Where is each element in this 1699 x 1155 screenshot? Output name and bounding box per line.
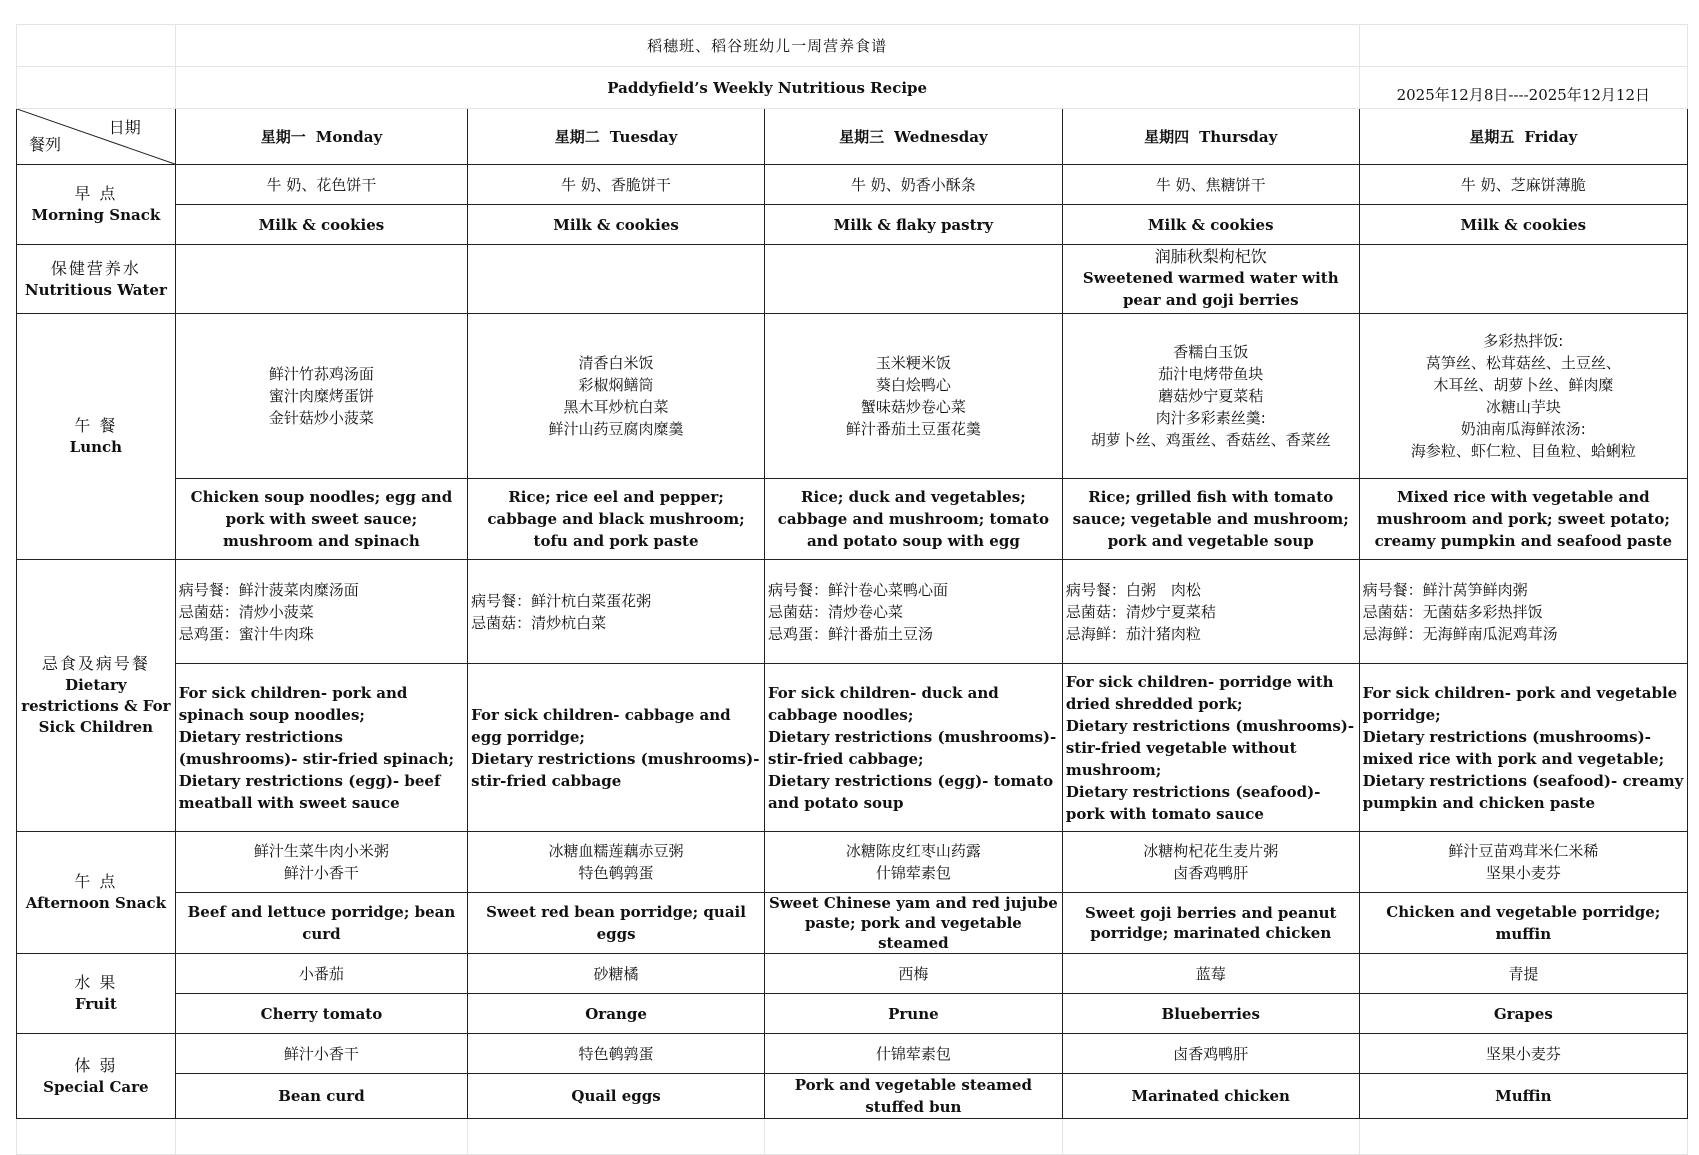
diet-cn-cell bbox=[1062, 560, 1359, 664]
dish: 葵白烩鸭心 bbox=[875, 376, 951, 394]
dish: 蘑菇炒宁夏菜秸 bbox=[1158, 387, 1264, 405]
meal-en: Afternoon Snack bbox=[25, 894, 166, 912]
lunch-cn-cell bbox=[175, 314, 467, 479]
morning-cn-cell: 牛 奶、焦糖饼干 bbox=[1062, 165, 1359, 205]
diet-cn-cell bbox=[1359, 560, 1687, 664]
corner-meal-label: 餐列 bbox=[29, 135, 62, 154]
diet-line: Dietary restrictions (mushrooms)- stir-fried cabbage; bbox=[767, 727, 1057, 768]
dish: 金针菇炒小菠菜 bbox=[268, 409, 374, 427]
meal-en: Special Care bbox=[43, 1077, 149, 1096]
dish: 香糯白玉饭 bbox=[1173, 343, 1249, 361]
diet-cn-cell bbox=[175, 560, 467, 664]
meal-en: Fruit bbox=[74, 995, 117, 1013]
diet-en-cell bbox=[1359, 664, 1687, 832]
lunch-en-cell: Chicken soup noodles; egg and pork with sweet sauce; mushroom and spinach bbox=[175, 479, 467, 560]
dish: 木耳丝、胡萝卜丝、鲜肉糜 bbox=[1433, 376, 1614, 394]
day-en: Friday bbox=[1524, 127, 1578, 146]
diet-line: 忌海鲜：无海鲜南瓜泥鸡茸汤 bbox=[1362, 624, 1558, 643]
diet-line: 忌菌菇：清炒小菠菜 bbox=[178, 602, 314, 621]
care-en-cell: Marinated chicken bbox=[1062, 1074, 1359, 1119]
diet-line: 病号餐：白粥 肉松 bbox=[1065, 580, 1201, 599]
dish: 鲜汁竹荪鸡汤面 bbox=[268, 365, 374, 383]
dish: 彩椒焖鳝筒 bbox=[578, 376, 654, 394]
afternoon-en-cell: Sweet goji berries and peanut porridge; marinated chicken bbox=[1062, 893, 1359, 954]
meal-label-lunch bbox=[17, 314, 176, 560]
day-header-thursday bbox=[1062, 109, 1359, 165]
diet-en-cell bbox=[1062, 664, 1359, 832]
care-en-cell: Muffin bbox=[1359, 1074, 1687, 1119]
day-cn: 星期四 bbox=[1144, 127, 1190, 146]
snack-line: 卤香鸡鸭肝 bbox=[1173, 864, 1249, 882]
dish: 鲜汁番茄土豆蛋花羹 bbox=[845, 420, 981, 438]
blank-cell bbox=[764, 1119, 1062, 1155]
diet-cn-cell bbox=[468, 560, 765, 664]
diet-line: 病号餐：鲜汁卷心菜鸭心面 bbox=[767, 580, 948, 599]
snack-line: 坚果小麦芬 bbox=[1485, 864, 1561, 882]
care-cn-cell: 鲜汁小香干 bbox=[175, 1034, 467, 1074]
diet-line: 忌菌菇：清炒杭白菜 bbox=[471, 613, 607, 632]
diet-line: Dietary restrictions (seafood)- pork with tomato sauce bbox=[1065, 782, 1321, 823]
snack-line: 鲜汁生菜牛肉小米粥 bbox=[253, 842, 389, 860]
afternoon-cn-cell bbox=[175, 832, 467, 893]
blank-cell bbox=[468, 1119, 765, 1155]
diet-line: 忌鸡蛋：鲜汁番茄土豆汤 bbox=[767, 624, 933, 643]
afternoon-cn-cell bbox=[468, 832, 765, 893]
fruit-en-cell: Orange bbox=[468, 994, 765, 1034]
water-cell-empty bbox=[764, 245, 1062, 314]
water-cell-empty bbox=[468, 245, 765, 314]
meal-label-water bbox=[17, 245, 176, 314]
dish: 奶油南瓜海鲜浓汤: bbox=[1460, 420, 1586, 438]
diet-line: 忌海鲜：茄汁猪肉粒 bbox=[1065, 624, 1201, 643]
dish: 海参粒、虾仁粒、目鱼粒、蛤蜊粒 bbox=[1410, 442, 1636, 460]
weekly-menu-table bbox=[16, 24, 1688, 1155]
day-en: Tuesday bbox=[609, 127, 678, 146]
day-en: Wednesday bbox=[894, 127, 988, 146]
lunch-cn-cell bbox=[1062, 314, 1359, 479]
care-cn-cell: 坚果小麦芬 bbox=[1359, 1034, 1687, 1074]
snack-line: 什锦荤素包 bbox=[875, 864, 951, 882]
fruit-cn-cell: 西梅 bbox=[764, 954, 1062, 994]
lunch-cn-cell bbox=[1359, 314, 1687, 479]
morning-en-cell: Milk & cookies bbox=[175, 205, 467, 245]
care-cn-cell: 什锦荤素包 bbox=[764, 1034, 1062, 1074]
diet-line: For sick children- duck and cabbage noodles; bbox=[767, 683, 999, 724]
dish: 肉汁多彩素丝羹: bbox=[1155, 409, 1266, 427]
meal-cn: 保健营养水 bbox=[50, 258, 141, 278]
lunch-cn-cell bbox=[468, 314, 765, 479]
care-cn-cell: 卤香鸡鸭肝 bbox=[1062, 1034, 1359, 1074]
day-cn: 星期五 bbox=[1469, 127, 1515, 146]
meal-en: Lunch bbox=[69, 438, 123, 456]
diet-line: Dietary restrictions (egg)- beef meatball with sweet sauce bbox=[178, 771, 441, 812]
diet-line: 病号餐：鲜汁莴笋鲜肉粥 bbox=[1362, 580, 1528, 599]
meal-label-diet bbox=[17, 560, 176, 832]
dish: 莴笋丝、松茸菇丝、土豆丝、 bbox=[1425, 354, 1621, 372]
meal-cn: 早 点 bbox=[74, 184, 118, 203]
meal-cn: 体 弱 bbox=[74, 1055, 118, 1075]
diet-line: For sick children- pork and spinach soup noodles; bbox=[178, 683, 408, 724]
meal-cn: 忌食及病号餐 bbox=[41, 654, 150, 673]
snack-line: 鲜汁小香干 bbox=[283, 864, 359, 882]
diet-line: For sick children- pork and vegetable porridge; bbox=[1362, 683, 1678, 724]
blank-cell bbox=[17, 1119, 176, 1155]
diet-line: 忌菌菇：无菌菇多彩热拌饭 bbox=[1362, 602, 1543, 621]
diet-line: 忌菌菇：清炒卷心菜 bbox=[767, 602, 903, 621]
dish: 蜜汁肉糜烤蛋饼 bbox=[268, 387, 374, 405]
diet-line: 病号餐：鲜汁杭白菜蛋花粥 bbox=[471, 591, 652, 610]
afternoon-cn-cell bbox=[1359, 832, 1687, 893]
day-en: Monday bbox=[315, 127, 383, 146]
blank-cell bbox=[1359, 25, 1687, 67]
fruit-en-cell: Blueberries bbox=[1062, 994, 1359, 1034]
blank-cell bbox=[175, 1119, 467, 1155]
dish: 鲜汁山药豆腐肉糜羹 bbox=[548, 420, 684, 438]
water-cell-empty bbox=[1359, 245, 1687, 314]
meal-label-care bbox=[17, 1034, 176, 1119]
day-header-friday bbox=[1359, 109, 1687, 165]
blank-cell bbox=[17, 67, 176, 109]
dish: 黑木耳炒杭白菜 bbox=[563, 398, 669, 416]
morning-en-cell: Milk & cookies bbox=[1062, 205, 1359, 245]
afternoon-en-cell: Sweet Chinese yam and red jujube paste; pork and vegetable steamed bbox=[764, 893, 1062, 954]
title-cn: 稻穗班、稻谷班幼儿一周营养食谱 bbox=[175, 25, 1359, 67]
fruit-cn-cell: 砂糖橘 bbox=[468, 954, 765, 994]
meal-en: Nutritious Water bbox=[24, 280, 167, 299]
afternoon-cn-cell bbox=[764, 832, 1062, 893]
care-en-cell: Quail eggs bbox=[468, 1074, 765, 1119]
corner-date-label: 日期 bbox=[108, 118, 141, 137]
title-en: Paddyfield’s Weekly Nutritious Recipe bbox=[175, 67, 1359, 109]
snack-line: 鲜汁豆苗鸡茸米仁米稀 bbox=[1448, 842, 1599, 860]
dish: 蟹味菇炒卷心菜 bbox=[860, 398, 966, 416]
day-header-wednesday bbox=[764, 109, 1062, 165]
fruit-cn-cell: 青提 bbox=[1359, 954, 1687, 994]
diet-line: Dietary restrictions (egg)- tomato and potato soup bbox=[767, 771, 1054, 812]
morning-cn-cell: 牛 奶、奶香小酥条 bbox=[764, 165, 1062, 205]
care-cn-cell: 特色鹌鹑蛋 bbox=[468, 1034, 765, 1074]
day-cn: 星期二 bbox=[554, 127, 600, 146]
fruit-en-cell: Grapes bbox=[1359, 994, 1687, 1034]
snack-line: 冰糖血糯莲藕赤豆粥 bbox=[548, 842, 684, 860]
water-cell-thursday bbox=[1062, 245, 1359, 314]
diet-en-cell bbox=[468, 664, 765, 832]
morning-cn-cell: 牛 奶、香脆饼干 bbox=[468, 165, 765, 205]
diet-line: Dietary restrictions (mushrooms)- stir-fried vegetable without mushroom; bbox=[1065, 716, 1355, 779]
meal-label-morning bbox=[17, 165, 176, 245]
dish: 玉米粳米饭 bbox=[875, 354, 951, 372]
fruit-en-cell: Cherry tomato bbox=[175, 994, 467, 1034]
day-header-monday bbox=[175, 109, 467, 165]
diet-line: 忌菌菇：清炒宁夏菜秸 bbox=[1065, 602, 1216, 621]
blank-cell bbox=[17, 25, 176, 67]
diet-en-cell bbox=[764, 664, 1062, 832]
diet-en-cell bbox=[175, 664, 467, 832]
fruit-cn-cell: 小番茄 bbox=[175, 954, 467, 994]
diet-line: For sick children- cabbage and egg porridge; bbox=[471, 705, 731, 746]
morning-cn-cell: 牛 奶、芝麻饼薄脆 bbox=[1359, 165, 1687, 205]
meal-label-afternoon bbox=[17, 832, 176, 954]
day-cn: 星期一 bbox=[260, 127, 306, 146]
afternoon-cn-cell bbox=[1062, 832, 1359, 893]
morning-cn-cell: 牛 奶、花色饼干 bbox=[175, 165, 467, 205]
dish: 多彩热拌饭: bbox=[1483, 332, 1564, 350]
day-en: Thursday bbox=[1199, 127, 1278, 146]
afternoon-en-cell: Beef and lettuce porridge; bean curd bbox=[175, 893, 467, 954]
water-cell-empty bbox=[175, 245, 467, 314]
dish: 茄汁电烤带鱼块 bbox=[1158, 365, 1264, 383]
lunch-en-cell: Rice; rice eel and pepper; cabbage and black mushroom; tofu and pork paste bbox=[468, 479, 765, 560]
fruit-cn-cell: 蓝莓 bbox=[1062, 954, 1359, 994]
lunch-en-cell: Rice; grilled fish with tomato sauce; vegetable and mushroom; pork and vegetable soup bbox=[1062, 479, 1359, 560]
meal-en: Dietary restrictions & For Sick Children bbox=[21, 676, 171, 736]
water-cn: 润肺秋梨枸杞饮 bbox=[1154, 247, 1267, 266]
blank-cell bbox=[1062, 1119, 1359, 1155]
morning-en-cell: Milk & cookies bbox=[468, 205, 765, 245]
diet-line: 病号餐：鲜汁菠菜肉糜汤面 bbox=[178, 580, 359, 599]
snack-line: 冰糖陈皮红枣山药露 bbox=[845, 842, 981, 860]
day-cn: 星期三 bbox=[839, 127, 885, 146]
diet-cn-cell bbox=[764, 560, 1062, 664]
diet-line: 忌鸡蛋：蜜汁牛肉珠 bbox=[178, 624, 314, 643]
lunch-en-cell: Rice; duck and vegetables; cabbage and mushroom; tomato and potato soup with egg bbox=[764, 479, 1062, 560]
morning-en-cell: Milk & cookies bbox=[1359, 205, 1687, 245]
afternoon-en-cell: Sweet red bean porridge; quail eggs bbox=[468, 893, 765, 954]
afternoon-en-cell: Chicken and vegetable porridge; muffin bbox=[1359, 893, 1687, 954]
dish: 胡萝卜丝、鸡蛋丝、香菇丝、香菜丝 bbox=[1090, 431, 1331, 449]
diet-line: Dietary restrictions (mushrooms)- mixed rice with pork and vegetable; bbox=[1362, 727, 1665, 768]
diet-line: Dietary restrictions (mushrooms)- stir-fried cabbage bbox=[471, 749, 760, 790]
dish: 冰糖山芋块 bbox=[1485, 398, 1561, 416]
lunch-cn-cell bbox=[764, 314, 1062, 479]
blank-cell bbox=[1359, 1119, 1687, 1155]
dish: 清香白米饭 bbox=[578, 354, 654, 372]
care-en-cell: Bean curd bbox=[175, 1074, 467, 1119]
day-header-tuesday bbox=[468, 109, 765, 165]
meal-cn: 水 果 bbox=[74, 973, 118, 992]
diet-line: Dietary restrictions (mushrooms)- stir-fried spinach; bbox=[178, 727, 455, 768]
diet-line: For sick children- porridge with dried shredded pork; bbox=[1065, 672, 1334, 713]
meal-label-fruit bbox=[17, 954, 176, 1034]
morning-en-cell: Milk & flaky pastry bbox=[764, 205, 1062, 245]
date-range: 2025年12月8日----2025年12月12日 bbox=[1359, 67, 1687, 109]
diet-line: Dietary restrictions (seafood)- creamy pumpkin and chicken paste bbox=[1362, 771, 1684, 812]
snack-line: 冰糖枸杞花生麦片粥 bbox=[1143, 842, 1279, 860]
corner-header bbox=[17, 109, 176, 165]
lunch-en-cell: Mixed rice with vegetable and mushroom and pork; sweet potato; creamy pumpkin and seafood paste bbox=[1359, 479, 1687, 560]
care-en-cell: Pork and vegetable steamed stuffed bun bbox=[764, 1074, 1062, 1119]
fruit-en-cell: Prune bbox=[764, 994, 1062, 1034]
meal-cn: 午 点 bbox=[74, 872, 118, 891]
water-en: Sweetened warmed water with pear and goji berries bbox=[1082, 269, 1339, 309]
snack-line: 特色鹌鹑蛋 bbox=[578, 864, 654, 882]
meal-cn: 午 餐 bbox=[74, 416, 118, 435]
meal-en: Morning Snack bbox=[31, 206, 161, 224]
